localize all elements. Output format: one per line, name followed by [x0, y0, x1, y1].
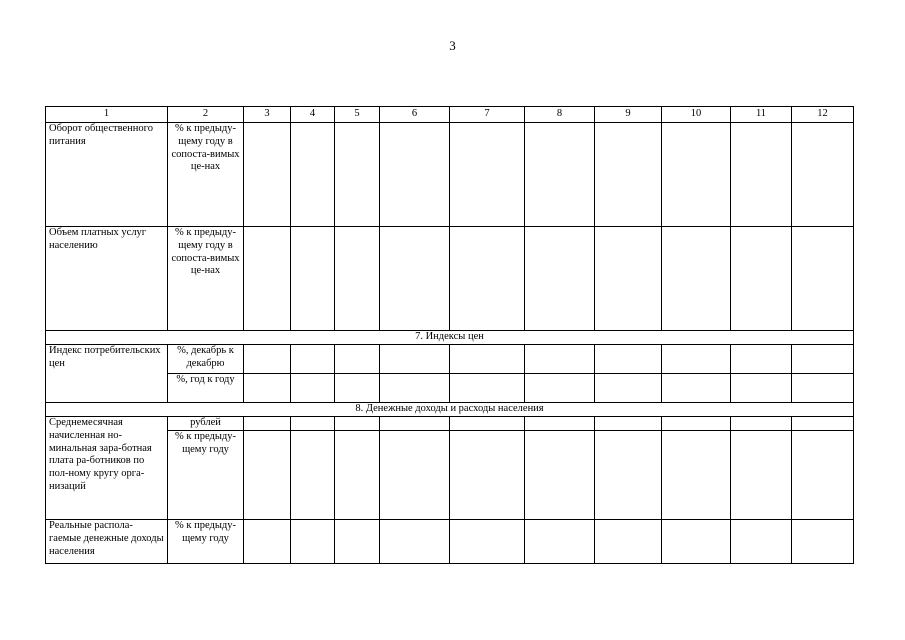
- column-header: 5: [335, 107, 380, 123]
- row-name: Индекс потребительских цен: [46, 345, 168, 403]
- statistics-table: [45, 106, 854, 564]
- data-cell: [244, 520, 291, 564]
- data-cell: [525, 417, 595, 431]
- data-cell: [335, 374, 380, 403]
- data-cell: [792, 227, 854, 331]
- data-cell: [450, 227, 525, 331]
- data-cell: [792, 345, 854, 374]
- data-cell: [525, 520, 595, 564]
- data-cell: [731, 123, 792, 227]
- table-row: [46, 345, 854, 374]
- data-cell: [450, 345, 525, 374]
- data-cell: [662, 123, 731, 227]
- data-cell: [662, 345, 731, 374]
- data-cell: [380, 227, 450, 331]
- data-cell: [450, 417, 525, 431]
- column-header: 1: [46, 107, 168, 123]
- data-cell: [335, 417, 380, 431]
- data-cell: [731, 431, 792, 520]
- section-row: [46, 403, 854, 417]
- column-header: 4: [291, 107, 335, 123]
- column-header: 7: [450, 107, 525, 123]
- data-cell: [595, 345, 662, 374]
- data-cell: [244, 123, 291, 227]
- column-header: 9: [595, 107, 662, 123]
- column-header: 11: [731, 107, 792, 123]
- data-cell: [662, 520, 731, 564]
- page-number: 3: [449, 38, 456, 53]
- data-cell: [731, 520, 792, 564]
- data-cell: [380, 520, 450, 564]
- data-cell: [731, 345, 792, 374]
- data-cell: [380, 374, 450, 403]
- data-cell: [595, 417, 662, 431]
- table-row: [46, 374, 854, 403]
- table-row: [46, 417, 854, 431]
- data-cell: [335, 345, 380, 374]
- data-cell: [662, 374, 731, 403]
- data-cell: [380, 417, 450, 431]
- data-cell: [291, 431, 335, 520]
- data-cell: [525, 431, 595, 520]
- section-row: [46, 331, 854, 345]
- section-title: 7. Индексы цен: [46, 331, 854, 345]
- data-cell: [792, 520, 854, 564]
- data-cell: [244, 417, 291, 431]
- data-cell: [450, 431, 525, 520]
- table-row: [46, 520, 854, 564]
- row-name: Реальные распола-гаемые денежные доходы населения: [46, 520, 168, 564]
- data-cell: [731, 417, 792, 431]
- data-cell: [525, 227, 595, 331]
- data-cell: [291, 227, 335, 331]
- data-cell: [335, 123, 380, 227]
- data-cell: [450, 520, 525, 564]
- data-cell: [244, 431, 291, 520]
- row-unit: % к предыду-щему году в сопоста-вимых це-нах: [168, 123, 244, 227]
- column-header: 6: [380, 107, 450, 123]
- data-cell: [244, 345, 291, 374]
- row-name: Среднемесячная начисленная но-минальная зара-ботная плата ра-ботников по пол-ному кругу орга-низаций: [46, 417, 168, 520]
- data-cell: [291, 417, 335, 431]
- data-cell: [380, 123, 450, 227]
- row-unit: % к предыду-щему году: [168, 431, 244, 520]
- data-cell: [525, 374, 595, 403]
- data-cell: [335, 520, 380, 564]
- data-cell: [595, 520, 662, 564]
- data-cell: [731, 227, 792, 331]
- data-cell: [335, 431, 380, 520]
- table-row: [46, 431, 854, 520]
- data-cell: [291, 520, 335, 564]
- data-cell: [291, 123, 335, 227]
- row-name: Оборот общественного питания: [46, 123, 168, 227]
- table-row: [46, 227, 854, 331]
- data-cell: [525, 123, 595, 227]
- data-cell: [595, 227, 662, 331]
- row-name: Объем платных услуг населению: [46, 227, 168, 331]
- data-cell: [244, 227, 291, 331]
- data-cell: [335, 227, 380, 331]
- column-header: 3: [244, 107, 291, 123]
- row-unit: % к предыду-щему году в сопоста-вимых це-нах: [168, 227, 244, 331]
- data-cell: [244, 374, 291, 403]
- row-unit: %, декабрь к декабрю: [168, 345, 244, 374]
- data-cell: [792, 431, 854, 520]
- data-cell: [662, 431, 731, 520]
- data-cell: [380, 345, 450, 374]
- data-cell: [291, 345, 335, 374]
- data-cell: [792, 417, 854, 431]
- row-unit: %, год к году: [168, 374, 244, 403]
- data-cell: [731, 374, 792, 403]
- data-cell: [595, 431, 662, 520]
- table-row: [46, 123, 854, 227]
- data-cell: [792, 123, 854, 227]
- column-header: 12: [792, 107, 854, 123]
- row-unit: % к предыду-щему году: [168, 520, 244, 564]
- section-title: 8. Денежные доходы и расходы населения: [46, 403, 854, 417]
- data-cell: [792, 374, 854, 403]
- column-header-row: [46, 107, 854, 123]
- data-cell: [291, 374, 335, 403]
- data-cell: [450, 374, 525, 403]
- data-cell: [595, 123, 662, 227]
- data-cell: [662, 417, 731, 431]
- data-cell: [450, 123, 525, 227]
- data-cell: [662, 227, 731, 331]
- column-header: 10: [662, 107, 731, 123]
- column-header: 8: [525, 107, 595, 123]
- data-cell: [525, 345, 595, 374]
- data-cell: [380, 431, 450, 520]
- data-cell: [595, 374, 662, 403]
- row-unit: рублей: [168, 417, 244, 431]
- column-header: 2: [168, 107, 244, 123]
